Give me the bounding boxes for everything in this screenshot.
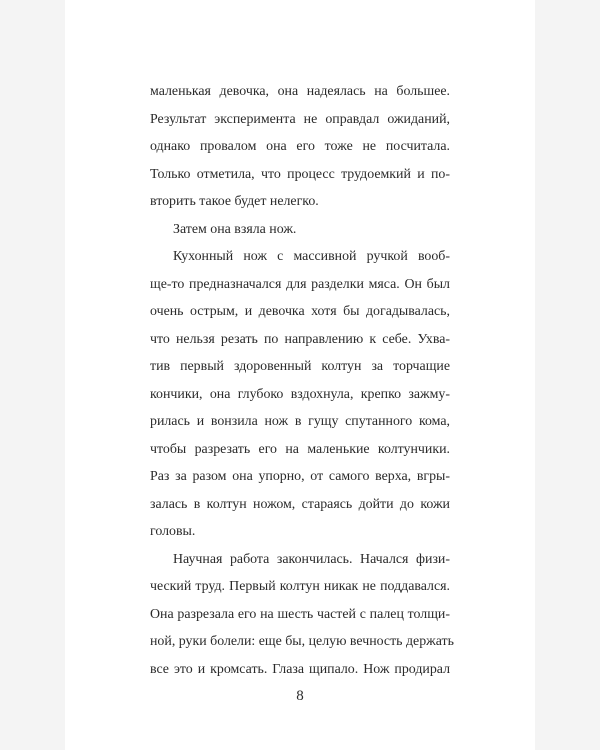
text-line: Научная работа закончилась. Начался физи- <box>173 551 450 567</box>
text-line: залась в колтун ножом, стараясь дойти до кожи <box>150 496 450 512</box>
text-line: кончики, она глубоко вздохнула, крепко зажму- <box>150 386 450 402</box>
book-page <box>65 0 535 750</box>
text-line: все это и кромсать. Глаза щипало. Нож продирал <box>150 661 450 677</box>
text-line: головы. <box>150 524 196 539</box>
text-line: ной, руки болели: еще бы, целую вечность держать <box>150 634 454 649</box>
text-line: однако провалом она его тоже не посчитала. <box>150 139 450 154</box>
text-line: вторить такое будет нелегко. <box>150 194 319 209</box>
text-line: очень острым, и девочка хотя бы догадывалась, <box>150 304 450 319</box>
text-line: что нельзя резать по направлению к себе. Ухва- <box>150 331 450 347</box>
text-line: Затем она взяла нож. <box>173 221 297 237</box>
text-line: Кухонный нож с массивной ручкой вооб- <box>173 249 450 264</box>
text-line: ще-то предназначался для разделки мяса. Он был <box>150 276 450 292</box>
text-line: Раз за разом она упорно, от самого верха, вгры- <box>150 469 450 484</box>
text-line: Она разрезала его на шесть частей с палец толщи- <box>150 606 450 622</box>
text-line: маленькая девочка, она надеялась на большее. <box>150 84 450 99</box>
page-number: 8 <box>296 688 304 704</box>
text-line: чтобы разрезать его на маленькие колтунчики. <box>150 441 450 457</box>
text-line: тив первый здоровенный колтун за торчащие <box>150 359 450 374</box>
text-line: ческий труд. Первый колтун никак не поддавался. <box>150 579 450 594</box>
body-text <box>150 78 454 683</box>
text-line: Только отметила, что процесс трудоемкий и по- <box>150 166 450 182</box>
text-line: рилась и вонзила нож в гущу спутанного кома, <box>150 414 450 429</box>
text-line: Результат эксперимента не оправдал ожиданий, <box>150 111 450 127</box>
